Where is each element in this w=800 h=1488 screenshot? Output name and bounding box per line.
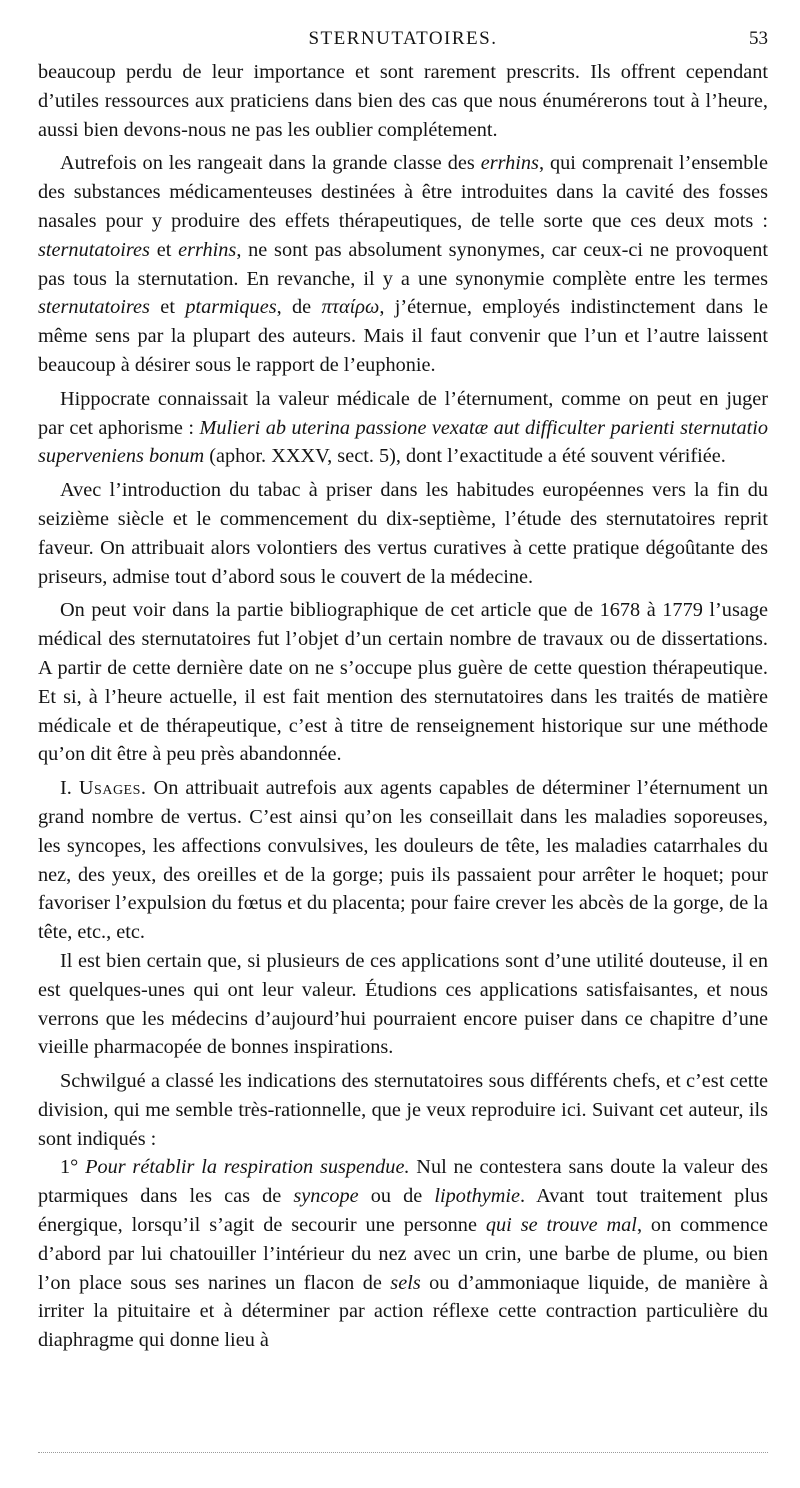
paragraph [38,1067,768,1153]
italic-text: sternutatoires [38,296,150,319]
text-run: , j’éternue, employés indistinctement dans le même sens par la plupart des auteurs. Mais il faut convenir que l’un et l’autre laissent beaucoup à désirer sous le rapport de l’euphonie. [38,296,768,376]
italic-text: qui se trouve mal [485,1214,637,1237]
italic-text: sternutatoires [38,238,150,261]
text-run: I. [60,777,79,800]
page-number: 53 [749,28,768,49]
paragraph [38,149,768,379]
text-run: . Avant tout traitement plus énergique, lorsqu’il s’agit de secourir une personne [38,1185,768,1237]
text-run: ou d’ammoniaque liquide, de manière à irriter la pituitaire et à déterminer par action réflexe cette contraction particulière du diaphragme qui donne lieu à [38,1271,768,1352]
italic-text: syncope [293,1185,359,1208]
text-run: Avec l’introduction du tabac à priser dans les habitudes européennes vers la fin du seizième siècle et le commencement du dix-septième, l’étude des sternutatoires reprit faveur. On attribuait alors volontiers des vertus curatives à cette pratique dégoûtante des priseurs, admise tout d’abord sous le couvert de la médecine. [38,479,768,588]
text-run: On peut voir dans la partie bibliographique de cet article que de 1678 à 1779 l’usage médical des sternutatoires fut l’objet d’un certain nombre de travaux ou de dissertations. A partir de cette dernière date on ne s’occupe plus guère de cette question thérapeutique. Et si, à l’heure actuelle, il est fait mention des sternutatoires dans les traités de matière médicale et de thérapeutique, c’est à titre de renseignement historique sur une méthode qu’on dit être à peu près abandonnée. [38,599,768,766]
paragraph [38,476,768,591]
paragraph [38,58,768,144]
paragraph [38,947,768,1062]
text-run: et [149,296,186,319]
text-run: , ne sont pas absolument synonymes, car ceux-ci ne provoquent pas tous la sternutation. En revanche, il y a une synonymie complète entre les termes [38,238,768,290]
italic-text: ptarmiques [185,296,277,319]
running-title: STERNUTATOIRES. [308,28,498,49]
paragraph [38,596,768,769]
italic-text: Pour rétablir la respiration suspendue. [85,1156,410,1179]
text-run: Schwilgué a classé les indications des sternutatoires sous différents chefs, et c’est cette division, qui me semble très-rationnelle, que je veux reproduire ici. Suivant cet auteur, ils sont indiqués : [38,1070,768,1150]
text-run: On attribuait autrefois aux agents capables de déterminer l’éternument un grand nombre de vertus. C’est ainsi qu’on les conseillait dans les maladies soporeuses, les syncopes, les affections convulsives, les douleurs de tête, les maladies catarrhales du nez, des yeux, des oreilles et de la gorge; puis ils passaient pour arrêter le hoquet; pour favoriser l’expulsion du fœtus et du placenta; pour faire crever les abcès de la gorge, de la tête, etc., etc. [38,777,768,944]
text-run: ou de [358,1185,435,1208]
italic-text: πταίρω [321,296,380,319]
body-text [38,58,768,1355]
italic-text: Mulieri ab uterina passione vexatæ aut difficulter parienti sternutatio superveniens bonum [38,416,768,468]
italic-text: sels [390,1271,421,1294]
italic-text: errhins [178,238,237,261]
text-run: Autrefois on les rangeait dans la grande classe des [60,152,481,175]
text-run: (aphor. XXXV, sect. 5), dont l’exactitude a été souvent vérifiée. [204,445,726,468]
paragraph [38,774,768,947]
text-run: Il est bien certain que, si plusieurs de ces applications sont d’une utilité douteuse, il en est quelques-unes qui ont leur valeur. Étudions ces applications satisfaisantes, et nous verrons que les médecins d’aujourd’hui pourraient encore puiser dans ce chapitre d’une vieille pharmacopée de bonnes inspirations. [38,949,768,1059]
text-run: , on commence d’abord par lui chatouiller l’intérieur du nez avec un crin, une barbe de plume, ou bien l’on place sous ses narines un flacon de [38,1214,768,1294]
text-run: beaucoup perdu de leur importance et sont rarement prescrits. Ils offrent cependant d’utiles ressources aux praticiens dans bien des cas que nous énumérerons tout à l’heure, aussi bien devons-nous ne pas les oublier complétement. [38,61,768,141]
footer-dotted-rule [38,1452,768,1453]
italic-text: errhins [480,152,539,175]
text-run: Nul ne contestera sans doute la valeur des ptarmiques dans les cas de [38,1156,768,1208]
section-heading: Usages. [78,777,147,800]
text-run: , qui comprenait l’ensemble des substances médicamenteuses destinées à être introduites dans la cavité des fosses nasales pour y produire des effets thérapeutiques, de telle sorte que ces deux mots : [38,152,768,232]
paragraph [38,385,768,471]
text-run: Hippocrate connaissait la valeur médicale de l’éternument, comme on peut en juger par cet aphorisme : [38,387,768,439]
paragraph [38,1153,768,1355]
italic-text: lipothymie [434,1185,521,1208]
text-run: 1° [60,1156,86,1179]
text-run: , de [276,296,322,319]
page-header [38,28,768,58]
text-run: et [149,238,179,261]
